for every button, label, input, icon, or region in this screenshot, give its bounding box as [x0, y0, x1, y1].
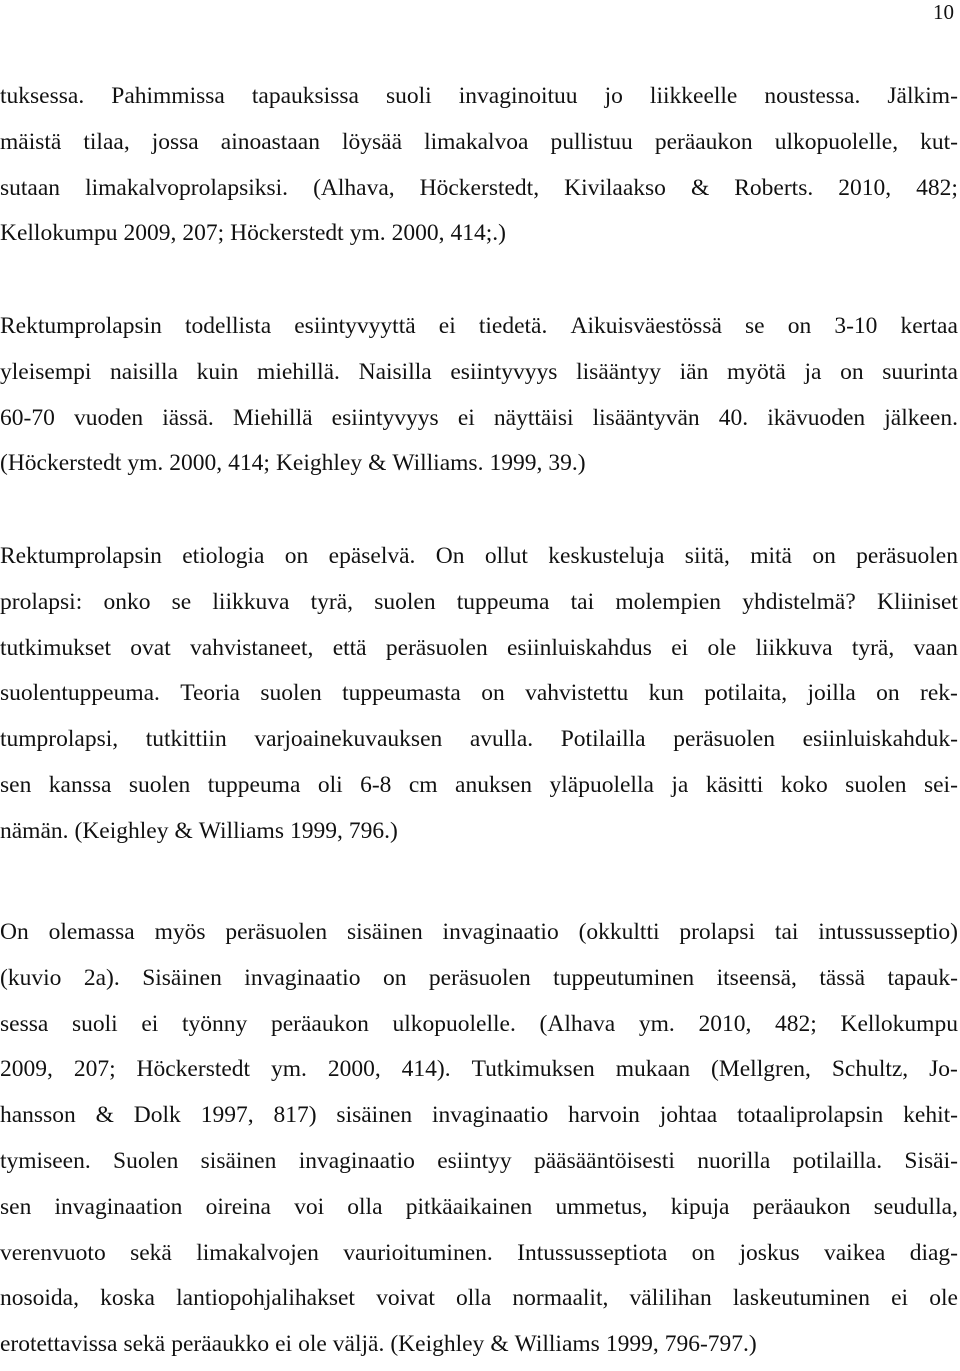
word: 2009, [123, 220, 177, 247]
word: 1997, [200, 1102, 254, 1129]
word: lisääntyy [576, 358, 661, 385]
word: sei- [923, 771, 958, 798]
word: On [435, 543, 465, 569]
word: epäselvä. [328, 543, 416, 569]
word: esiinluiskahduk- [802, 726, 958, 753]
word: 2010, [698, 1010, 752, 1037]
word: esiintyy [437, 1147, 512, 1174]
word: 40. [718, 404, 749, 431]
word: (Keighley [390, 1331, 485, 1358]
word: on [481, 680, 505, 707]
word: 414). [401, 1056, 451, 1083]
word: Jo- [929, 1056, 958, 1083]
word: onko [103, 588, 151, 615]
word: sekä [123, 1331, 166, 1358]
word: 482; [775, 1010, 817, 1037]
word: siitä, [684, 543, 730, 569]
word: limakalvoa [424, 128, 529, 155]
word: tyrä, [851, 634, 895, 661]
word: vahvistaneet, [190, 634, 314, 661]
text-line [0, 74, 958, 120]
word: Höckerstedt, [419, 174, 540, 201]
word: peräaukon [752, 1193, 851, 1220]
word: tuksessa. [0, 83, 85, 109]
word: tai [774, 919, 799, 945]
word: (Alhava, [313, 174, 395, 201]
word: lantiopohjalihakset [176, 1285, 355, 1312]
word: kuin [196, 358, 239, 385]
word: sisäinen [346, 919, 423, 945]
text-line [0, 1322, 958, 1368]
word: iän [679, 358, 709, 385]
word: 2000, [327, 1056, 381, 1083]
word: avulla. [469, 726, 534, 753]
word: että [332, 634, 367, 661]
word: (okkultti [578, 919, 660, 945]
word: ainoastaan [220, 128, 320, 155]
word: Teoria [180, 680, 240, 707]
word: voivat [376, 1285, 435, 1312]
text-line [0, 910, 958, 956]
word: 817) [273, 1102, 317, 1129]
word: ym. [127, 450, 164, 477]
word: (Mellgren, [711, 1056, 811, 1083]
word: laskeutuminen [732, 1285, 870, 1312]
word: Aikuisväestössä [570, 313, 722, 339]
word: myös [154, 919, 206, 945]
word: yhdistelmä? [742, 588, 856, 615]
word: suolen [128, 771, 191, 798]
word: anuksen [455, 771, 533, 798]
word: työnny [182, 1010, 248, 1037]
text-line [0, 1276, 958, 1322]
word: mäistä [0, 128, 62, 155]
word: prolapsi [679, 919, 756, 945]
word: sutaan [0, 174, 61, 201]
word: johtaa [659, 1102, 718, 1129]
word: Kliiniset [876, 588, 958, 615]
word: 796.) [348, 817, 398, 844]
word: naisilla [110, 358, 178, 385]
word: invaginaatio [432, 1102, 549, 1129]
paragraph-internal-invagination [0, 910, 958, 1368]
word: 414;.) [450, 220, 506, 247]
word: ym. [638, 1010, 675, 1037]
text-line [0, 626, 958, 672]
word: 1999, [489, 450, 543, 477]
word: Schultz, [831, 1056, 909, 1083]
word: 2a). [83, 964, 120, 991]
word: se [745, 313, 765, 339]
word: esiintyvyys [331, 404, 439, 431]
word: vaurioituminen. [343, 1239, 493, 1266]
word: ei [275, 1331, 293, 1358]
word: invaginaation [54, 1193, 183, 1220]
text-line [0, 441, 958, 487]
word: 414; [228, 450, 270, 477]
word: seudulla, [873, 1193, 958, 1220]
word: prolapsi: [0, 588, 83, 615]
word: oli [317, 771, 343, 798]
word: molempien [615, 588, 722, 615]
word: etiologia [182, 543, 265, 569]
word: 2009, [0, 1056, 53, 1083]
word: keskusteluja [548, 543, 665, 569]
word: sisäinen [336, 1102, 413, 1129]
text-line [0, 120, 958, 166]
word: Sisäinen [142, 964, 222, 991]
word: Jälkim- [887, 83, 958, 109]
word: tiedetä. [478, 313, 548, 339]
word: varjoainekuvauksen [254, 726, 443, 753]
word: olla [456, 1285, 492, 1312]
word: On [0, 919, 29, 945]
text-line [0, 580, 958, 626]
word: voi [294, 1193, 325, 1220]
word: hansson [0, 1102, 76, 1129]
word: verenvuoto [0, 1239, 106, 1266]
word: 2010, [838, 174, 892, 201]
word: 207; [182, 220, 225, 247]
word: suolentuppeuma. [0, 680, 160, 707]
word: & [174, 817, 193, 844]
word: kehit- [903, 1102, 958, 1129]
word: intussusseptio) [818, 919, 958, 945]
word: 1999, [289, 817, 343, 844]
word: peräsuolen [225, 919, 328, 945]
text-line [0, 211, 958, 257]
text-line [0, 956, 958, 1002]
word: 2000, [169, 450, 223, 477]
word: nosoida, [0, 1285, 79, 1312]
word: peräaukon [654, 128, 753, 155]
text-line [0, 304, 958, 350]
word: peräsuolen [385, 634, 488, 661]
word: Kivilaakso [564, 174, 666, 201]
word: noustessa. [764, 83, 861, 109]
word: olemassa [48, 919, 135, 945]
word: cm [408, 771, 438, 798]
word: & [490, 1331, 509, 1358]
word: peräsuolen [673, 726, 775, 753]
word: lisääntyvän [592, 404, 700, 431]
word: on [691, 1239, 716, 1266]
word: tuppeuma [456, 588, 550, 615]
word: kanssa [48, 771, 112, 798]
word: ulkopuolelle. [392, 1010, 516, 1037]
word: ei [671, 634, 689, 661]
word: normaalit, [512, 1285, 609, 1312]
word: suolen [260, 680, 322, 707]
word: sekä [130, 1239, 172, 1266]
word: ulkopuolelle, [774, 128, 899, 155]
word: jossa [151, 128, 199, 155]
word: peräsuolen [428, 964, 531, 991]
word: sen [0, 771, 32, 798]
word: Rektumprolapsin [0, 543, 162, 569]
word: yläpuolella [549, 771, 654, 798]
word: nämän. [0, 817, 69, 844]
word: Williams. [392, 450, 484, 477]
word: tai [570, 588, 595, 615]
word: tymiseen. [0, 1147, 91, 1174]
word: limakalvojen [196, 1239, 319, 1266]
word: Intussusseptiota [517, 1239, 668, 1266]
word: & [95, 1102, 114, 1129]
word: tutkittiin [145, 726, 227, 753]
word: Höckerstedt [230, 220, 344, 247]
word: potilaita, [704, 680, 788, 707]
text-line [0, 1139, 958, 1185]
word: Miehillä [232, 404, 313, 431]
word: (Höckerstedt [0, 450, 122, 477]
word: välilihan [629, 1285, 712, 1312]
text-line [0, 1185, 958, 1231]
word: ole [298, 1331, 327, 1358]
text-line [0, 534, 958, 580]
word: ym. [271, 1056, 307, 1083]
word: suolen [374, 588, 436, 615]
word: sen [0, 1193, 32, 1220]
word: ym. [349, 220, 386, 247]
word: rek- [920, 680, 958, 707]
word: kut- [920, 128, 958, 155]
word: potilailla. [792, 1147, 883, 1174]
word: liikkuva [212, 588, 290, 615]
word: tilaa, [83, 128, 130, 155]
text-line [0, 396, 958, 442]
paragraph-etiology [0, 534, 958, 855]
word: invaginaatio [298, 1147, 415, 1174]
word: ollut [484, 543, 528, 569]
word: suoli [71, 1010, 118, 1037]
word: joilla [807, 680, 856, 707]
word: tuppeutuminen [553, 964, 695, 991]
word: limakalvoprolapsiksi. [85, 174, 289, 201]
word: 3-10 [834, 313, 878, 339]
word: Kellokumpu [840, 1010, 958, 1037]
word: tuppeuma [207, 771, 301, 798]
word: Potilailla [560, 726, 646, 753]
word: kertaa [900, 313, 958, 339]
word: 1999, [605, 1331, 659, 1358]
word: 207; [73, 1056, 116, 1083]
word: tyrä, [310, 588, 354, 615]
word: tutkimukset [0, 634, 111, 661]
word: diag- [909, 1239, 958, 1266]
word: erotettavissa [0, 1331, 118, 1358]
word: 39.) [548, 450, 586, 477]
word: ikävuoden [767, 404, 866, 431]
word: Höckerstedt [136, 1056, 251, 1083]
word: itseensä, [716, 964, 797, 991]
word: tapauksissa [251, 83, 359, 109]
word: Roberts. [734, 174, 814, 201]
word: yleisempi [0, 358, 92, 385]
word: koko [780, 771, 828, 798]
word: Pahimmissa [111, 83, 225, 109]
word: pullistuu [550, 128, 633, 155]
word: on [284, 543, 309, 569]
word: 796-797.) [664, 1331, 757, 1358]
text-line [0, 1231, 958, 1277]
word: pääsääntöisesti [533, 1147, 675, 1174]
word: suolen [845, 771, 907, 798]
word: sessa [0, 1010, 49, 1037]
text-line [0, 166, 958, 212]
word: iässä. [162, 404, 214, 431]
word: vaikea [823, 1239, 886, 1266]
word: on [876, 680, 900, 707]
paragraph-prolapse-types [0, 74, 958, 257]
word: Tutkimuksen [471, 1056, 595, 1083]
word: miehillä. [257, 358, 340, 385]
word: peräsuolen [856, 543, 958, 569]
word: jo [604, 83, 623, 109]
word: pitkäaikainen [405, 1193, 533, 1220]
text-line [0, 717, 958, 763]
word: ole [707, 634, 737, 661]
word: ei [457, 404, 475, 431]
word: ummetus, [555, 1193, 648, 1220]
word: se [171, 588, 192, 615]
word: invaginoituu [458, 83, 578, 109]
word: myötä [727, 358, 786, 385]
word: liikkeelle [649, 83, 738, 109]
word: (Keighley [74, 817, 169, 844]
word: ja [804, 358, 822, 385]
word: on [382, 964, 407, 991]
word: Naisilla [358, 358, 432, 385]
word: tumprolapsi, [0, 726, 119, 753]
word: Williams [514, 1331, 600, 1358]
word: invaginaatio [244, 964, 361, 991]
word: peräaukon [270, 1010, 369, 1037]
word: Rektumprolapsin [0, 313, 162, 339]
text-line [0, 1093, 958, 1139]
word: jälkeen. [884, 404, 958, 431]
word: oireina [205, 1193, 271, 1220]
word: ei [891, 1285, 909, 1312]
word: ovat [130, 634, 171, 661]
word: Keighley [275, 450, 363, 477]
text-line [0, 763, 958, 809]
word: on [812, 543, 836, 569]
word: Suolen [113, 1147, 179, 1174]
word: esiinluiskahdus [507, 634, 652, 661]
word: joskus [739, 1239, 800, 1266]
word: & [368, 450, 387, 477]
word: esiintyvyys [450, 358, 558, 385]
paragraph-prevalence [0, 304, 958, 487]
word: esiintyvyyttä [294, 313, 416, 339]
word: Sisäi- [904, 1147, 958, 1174]
word: 6-8 [360, 771, 392, 798]
word: (kuvio [0, 964, 62, 991]
word: koska [100, 1285, 155, 1312]
word: suoli [385, 83, 432, 109]
word: löysää [341, 128, 403, 155]
word: 2000, [391, 220, 445, 247]
word: tapauk- [887, 964, 958, 991]
word: mukaan [615, 1056, 691, 1083]
word: harvoin [568, 1102, 640, 1129]
word: ole [929, 1285, 958, 1312]
text-line [0, 1002, 958, 1048]
word: on [787, 313, 812, 339]
word: käsitti [705, 771, 764, 798]
word: 482; [916, 174, 958, 201]
word: 60-70 [0, 404, 55, 431]
word: on [840, 358, 864, 385]
text-line [0, 1047, 958, 1093]
word: nuorilla [697, 1147, 771, 1174]
word: suurinta [882, 358, 958, 385]
word: kipuja [670, 1193, 730, 1220]
word: mitä [750, 543, 792, 569]
page-number: 10 [933, 0, 954, 24]
word: sisäinen [200, 1147, 277, 1174]
word: (Alhava [539, 1010, 616, 1037]
word: Kellokumpu [0, 220, 118, 247]
word: vaan [913, 634, 958, 661]
word: tuppeumasta [342, 680, 461, 707]
word: invaginaatio [442, 919, 559, 945]
word: totaaliprolapsin [737, 1102, 884, 1129]
word: liikkuva [755, 634, 833, 661]
text-line [0, 809, 958, 855]
word: & [690, 174, 710, 201]
word: ei [438, 313, 456, 339]
word: vuoden [73, 404, 144, 431]
word: olla [347, 1193, 383, 1220]
word: Dolk [133, 1102, 181, 1129]
word: Williams [198, 817, 284, 844]
text-line [0, 350, 958, 396]
word: todellista [184, 313, 272, 339]
word: kun [648, 680, 684, 707]
word: ja [671, 771, 689, 798]
word: näyttäisi [493, 404, 574, 431]
word: tässä [819, 964, 866, 991]
word: ei [141, 1010, 159, 1037]
word: väljä. [332, 1331, 385, 1358]
text-line [0, 671, 958, 717]
word: peräaukko [171, 1331, 270, 1358]
word: vahvistettu [525, 680, 629, 707]
